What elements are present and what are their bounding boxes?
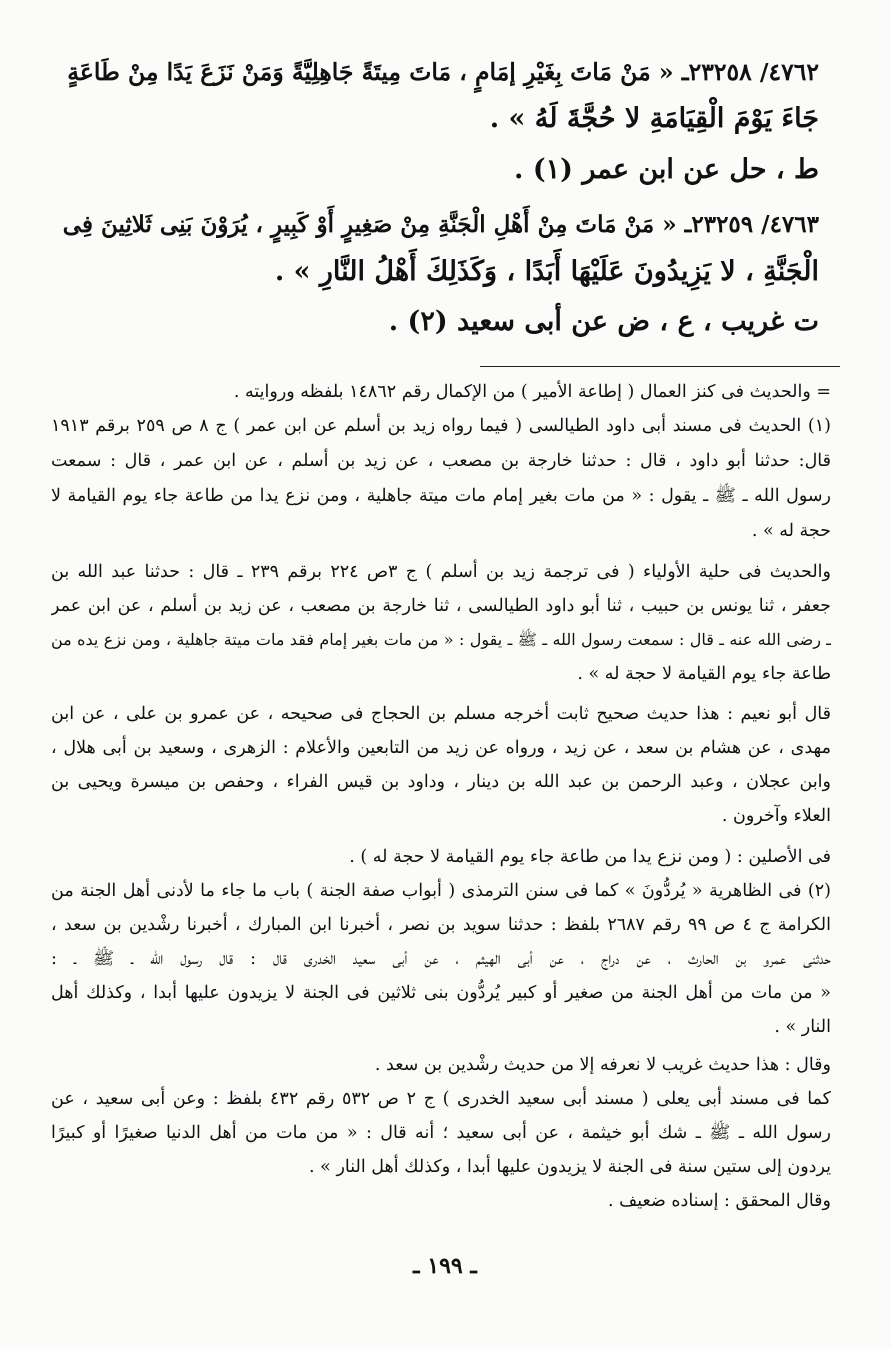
footnote-line: مهدى ، عن هشام بن سعد ، عن زيد ، ورواه عن زيد من التابعين والأعلام : الزهرى ، وسعيد بن أبى هلال ، (51, 738, 831, 758)
hadith-4762-source: ط ، حل عن ابن عمر (١) . (514, 154, 819, 185)
footnote-line: والحديث فى حلية الأولياء ( فى ترجمة زيد بن أسلم ) ج ٣ص ٢٢٤ برقم ٢٣٩ ـ قال : حدثنا عبد الله بن (51, 562, 831, 582)
footnote-line: الكرامة ج ٤ ص ٩٩ رقم ٢٦٨٧ بلفظ : حدثنا سويد بن نصر ، أخبرنا ابن المبارك ، أخبرنا رشْدين بن سعد ، (51, 915, 831, 935)
footnote-line: (١) الحديث فى مسند أبى داود الطيالسى ( فيما رواه زيد بن أسلم عن ابن عمر ) ج ٨ ص ٢٥٩ برقم ١٩١٣ (51, 416, 831, 436)
footnote-divider (480, 366, 840, 367)
footnote-line: يردون إلى ستين سنة فى الجنة لا يزيدون عليها أبدا ، وكذلك أهل النار » . (309, 1157, 831, 1177)
footnote-line: حجة له » . (751, 521, 831, 541)
footnote-line: = والحديث فى كنز العمال ( إطاعة الأمير ) من الإكمال رقم ١٤٨٦٢ بلفظه وروايته . (233, 382, 831, 402)
footnote-line: فى الأصلين : ( ومن نزع يدا من طاعة جاء يوم القيامة لا حجة له ) . (349, 847, 831, 867)
footnote-line: رسول الله ـ ﷺ ـ شك أبو خيثمة ، عن أبى سعيد ؛ أنه قال : « من مات من أهل الدنيا صغيرًا أو كبيرًا (51, 1123, 831, 1143)
footnote-line: قال أبو نعيم : هذا حديث صحيح ثابت أخرجه مسلم بن الحجاج فى صحيحه ، عن عمرو بن على ، عن ابن (51, 704, 831, 724)
footnote-line: قال: حدثنا أبو داود ، قال : حدثنا خارجة بن مصعب ، عن زيد بن أسلم ، عن ابن عمر ، قال : سمعت (51, 451, 831, 471)
page-number: ـ ١٩٩ ـ (413, 1253, 477, 1279)
hadith-4763-line-2: الْجَنَّةِ ، لا يَزِيدُونَ عَلَيْهَا أَبَدًا ، وَكَذَلِكَ أَهْلُ النَّارِ » . (274, 256, 819, 287)
hadith-4762-line-1: ٤٧٦٢/ ٢٣٢٥٨ـ « مَنْ مَاتَ بِغَيْرِ إمَامٍ ، مَاتَ مِيتَةً جَاهِلِيَّةً وَمَنْ نَزَعَ يَدًا مِنْ طَاعَةٍ (67, 58, 819, 86)
footnote-line: (٢) فى الظاهرية « يُردُّونَ » كما فى سنن الترمذى ( أبواب صفة الجنة ) باب ما جاء ما لأدنى أهل الجنة من (51, 881, 831, 901)
footnote-line: ـ رضى الله عنه ـ قال : سمعت رسول الله ـ ﷺ ـ يقول : « من مات بغير إمام فقد مات ميتة جاهلية ، ومن نزع يده من (51, 630, 831, 649)
hadith-4762-line-2: جَاءَ يَوْمَ الْقِيَامَةِ لا حُجَّةَ لَهُ » . (489, 103, 819, 134)
footnote-line: كما فى مسند أبى يعلى ( مسند أبى سعيد الخدرى ) ج ٢ ص ٥٣٢ رقم ٤٣٢ بلفظ : وعن أبى سعيد ، عن (51, 1089, 831, 1109)
footnote-line: طاعة جاء يوم القيامة لا حجة له » . (577, 664, 831, 684)
footnote-line: العلاء وآخرون . (721, 806, 831, 826)
footnote-line: وابن عجلان ، وعبد الرحمن بن عبد الله بن دينار ، وداود بن قيس الفراء ، وحفص بن ميسرة ويحيى بن (51, 772, 831, 792)
footnote-line: « من مات من أهل الجنة من صغير أو كبير يُردُّون بنى ثلاثين فى الجنة لا يزيدون عليها أبدا ، وكذلك أهل (51, 983, 831, 1003)
footnote-line: جعفر ، ثنا يونس بن حبيب ، ثنا أبو داود الطيالسى ، ثنا خارجة بن مصعب ، عن زيد بن أسلم ، عن ابن عمر (51, 596, 831, 616)
footnote-line: وقال : هذا حديث غريب لا نعرفه إلا من حديث رشْدين بن سعد . (374, 1055, 831, 1075)
footnote-line: وقال المحقق : إسناده ضعيف . (608, 1191, 831, 1211)
footnote-line: حدثنى عمرو بن الحارث ، عن دراج ، عن أبى الهيثم ، عن أبى سعيد الخدرى قال : قال رسول الله ـ ﷺ ـ : (51, 949, 831, 969)
hadith-4763-line-1: ٤٧٦٣/ ٢٣٢٥٩ـ « مَنْ مَاتَ مِنْ أَهْلِ الْجَنَّةِ مِنْ صَغِيرٍ أَوْ كَبِيرٍ ، يُرَوْنَ بَنِى ثَلاثِينَ فِى (62, 211, 819, 238)
hadith-4763-source: ت غريب ، ع ، ض عن أبى سعيد (٢) . (388, 306, 819, 337)
footnote-line: النار » . (774, 1017, 831, 1037)
footnote-line: رسول الله ـ ﷺ ـ يقول : « من مات بغير إمام مات ميتة جاهلية ، ومن نزع يدا من طاعة جاء يوم القيامة لا (51, 486, 831, 506)
